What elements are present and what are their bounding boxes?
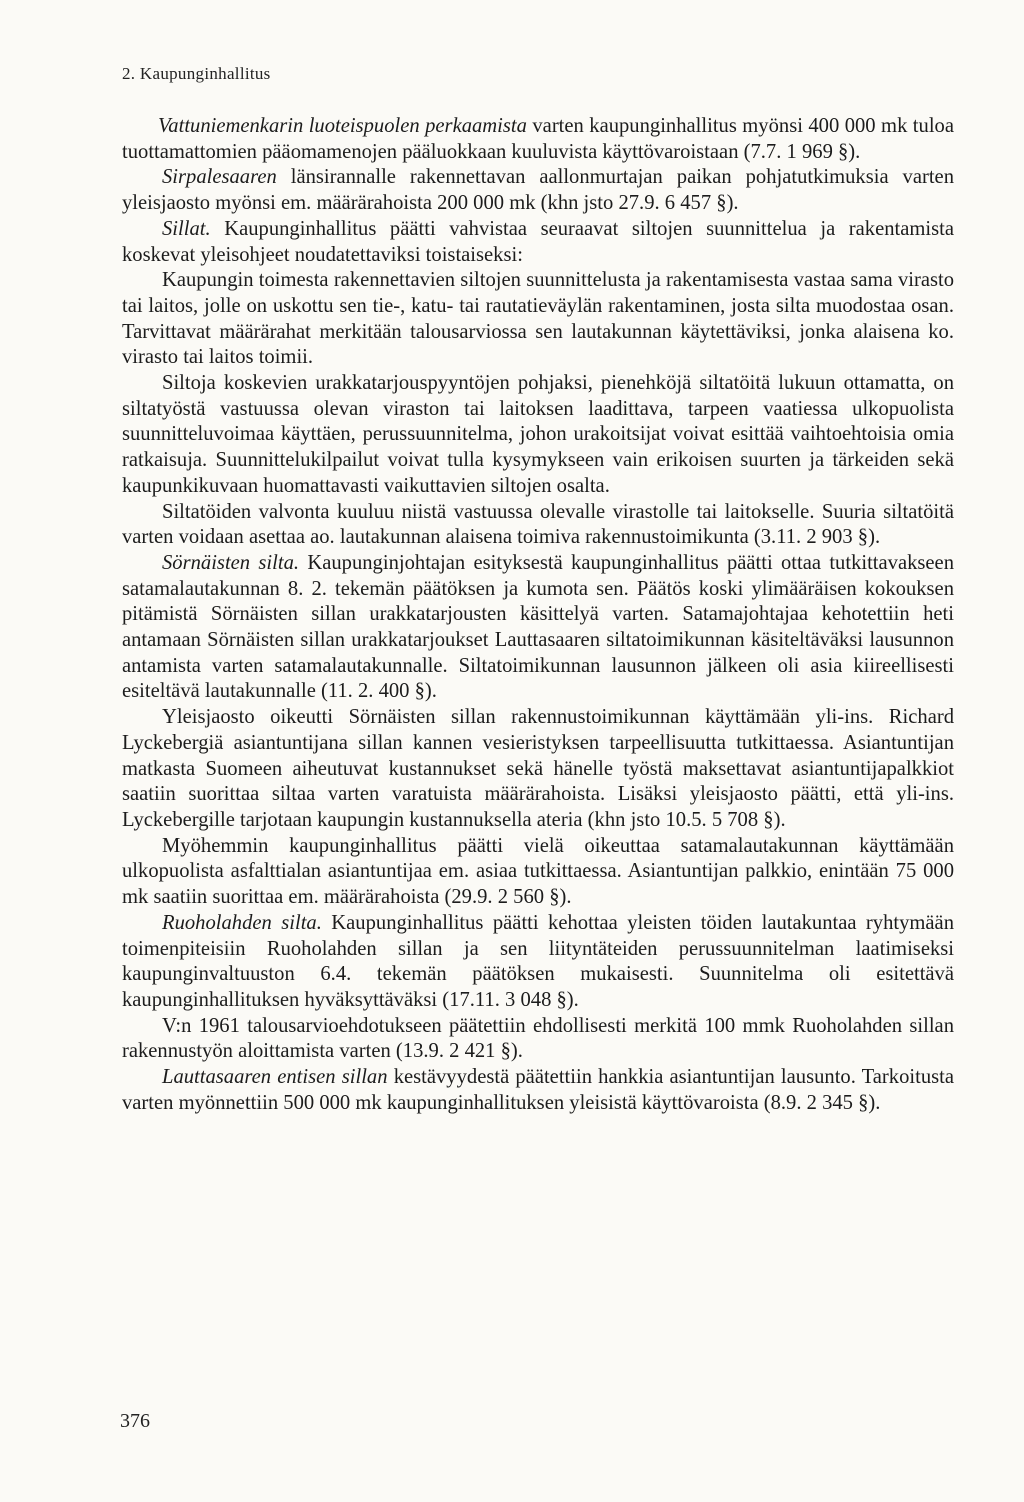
paragraph-10-text: Kaupunginhallitus päätti kehottaa yleisten töiden lautakuntaa ryhtymään toimenpiteisiin Ruoholahden sillan ja sen liityntäteiden perussuunnitelman laatimiseksi kaupunginvaltuuston 6.4. tekemän päätöksen mukaisesti. Suunnitelma oli esitettävä kaupunginhallituksen hyväksyttäväksi (17.11. 3 048 §).	[122, 911, 954, 1011]
paragraph-2-italic: Sirpalesaaren	[162, 166, 277, 189]
paragraph-10	[122, 911, 954, 1014]
paragraph-3	[122, 217, 954, 268]
running-header: 2. Kaupunginhallitus	[122, 64, 271, 83]
body-text	[122, 114, 954, 1116]
paragraph-4-text: Kaupungin toimesta rakennettavien siltojen suunnittelusta ja rakentamisesta vastaa sama virasto tai laitos, jolle on uskottu sen tie-, katu- tai rautatieväylän rakentaminen, josta silta muodostaa osan. Tarvittavat määrärahat merkitään talousarviossa sen lautakunnan käytettäviksi, jonka alaisena ko. virasto tai laitos toimii.	[122, 269, 954, 369]
paragraph-9-text: Myöhemmin kaupunginhallitus päätti vielä oikeuttaa satamalautakunnan käyttämään ulkopuolista asfalttialan asiantuntijaa em. asiaa tutkittaessa. Asiantuntijan palkkio, enintään 75 000 mk saatiin suorittaa em. määrärahoista (29.9. 2 560 §).	[122, 834, 954, 909]
paragraph-4	[122, 268, 954, 371]
paragraph-1	[122, 114, 954, 165]
paragraph-6-text: Siltatöiden valvonta kuuluu niistä vastuussa olevalle virastolle tai laitokselle. Suuria siltatöitä varten voidaan asettaa ao. lautakunnan alaisena toimiva rakennustoimikunta (3.11. 2 903 §).	[122, 500, 954, 549]
paragraph-5	[122, 371, 954, 500]
paragraph-7	[122, 551, 954, 705]
paragraph-9	[122, 834, 954, 911]
paragraph-8	[122, 705, 954, 834]
paragraph-7-italic: Sörnäisten silta.	[162, 551, 300, 574]
paragraph-2	[122, 165, 954, 216]
paragraph-3-italic: Sillat.	[162, 217, 211, 240]
page-number: 376	[120, 1410, 150, 1432]
paragraph-3-text: Kaupunginhallitus päätti vahvistaa seuraavat siltojen suunnittelua ja rakentamista koskevat yleisohjeet noudatettaviksi toistaiseksi:	[122, 217, 954, 266]
paragraph-6	[122, 500, 954, 551]
paragraph-12	[122, 1065, 954, 1116]
paragraph-11-text: V:n 1961 talousarvioehdotukseen päätettiin ehdollisesti merkitä 100 mmk Ruoholahden sillan rakennustyön aloittamista varten (13.9. 2 421 §).	[122, 1014, 954, 1063]
paragraph-8-text: Yleisjaosto oikeutti Sörnäisten sillan rakennustoimikunnan käyttämään yli-ins. Richard Lyckebergiä asiantuntijana sillan kannen vesieristyksen tarpeellisuutta tutkittaessa. Asiantuntijan matkasta Suomeen aiheutuvat kustannukset sekä hänelle työstä maksettavat asiantuntijapalkkiot saatiin suorittaa siltaa varten varatuista määrärahoista. Lisäksi yleisjaosto päätti, että yli-ins. Lyckebergille tarjotaan kaupungin kustannuksella ateria (khn jsto 10.5. 5 708 §).	[122, 706, 954, 831]
paragraph-7-text: Kaupunginjohtajan esityksestä kaupunginhallitus päätti ottaa tutkittavakseen satamalautakunnan 8. 2. tekemän päätöksen ja kumota sen. Päätös koski ylimääräisen kokouksen pitämistä Sörnäisten sillan urakkatarjousten käsittelyä varten. Satamajohtajaa kehotettiin heti antamaan Sörnäisten sillan urakkatarjoukset Lauttasaaren siltatoimikunnan käsiteltäväksi lausunnon antamista varten satamalautakunnalle. Siltatoimikunnan lausunnon jälkeen oli asia kiireellisesti esiteltävä lautakunnalle (11. 2. 400 §).	[122, 551, 954, 703]
paragraph-2-text: länsirannalle rakennettavan aallonmurtajan paikan pohjatutkimuksia varten yleisjaosto myönsi em. määrärahoista 200 000 mk (khn jsto 27.9. 6 457 §).	[122, 166, 954, 215]
paragraph-11	[122, 1014, 954, 1065]
paragraph-5-text: Siltoja koskevien urakkatarjouspyyntöjen pohjaksi, pienehköjä siltatöitä lukuun ottamatta, on siltatyöstä vastuussa olevan viraston tai laitoksen laadittava, tarpeen vaatiessa ulkopuolista suunnitteluvoimaa käyttäen, perussuunnitelma, johon urakoitsijat voivat esittää vaihtoehtoisia omia ratkaisuja. Suunnittelukilpailut voivat tulla kysymykseen vain erikoisen suurten ja tärkeiden sekä kaupunkikuvaan huomattavasti vaikuttavien siltojen osalta.	[122, 372, 954, 497]
paragraph-10-italic: Ruoholahden silta.	[162, 911, 322, 934]
paragraph-12-text: kestävyydestä päätettiin hankkia asiantuntijan lausunto. Tarkoitusta varten myönnettiin 500 000 mk kaupunginhallituksen yleisistä käyttövaroista (8.9. 2 345 §).	[122, 1066, 955, 1114]
paragraph-1-italic: Vattuniemenkarin luoteispuolen perkaamista	[158, 115, 527, 137]
paragraph-1-text: varten kaupunginhallitus myönsi 400 000 mk tuloa tuottamattomien pääomamenojen pääluokkaan kuuluvista käyttövaroistaan (7.7. 1 969 §).	[122, 115, 954, 163]
paragraph-12-italic: Lauttasaaren entisen sillan	[162, 1066, 388, 1089]
